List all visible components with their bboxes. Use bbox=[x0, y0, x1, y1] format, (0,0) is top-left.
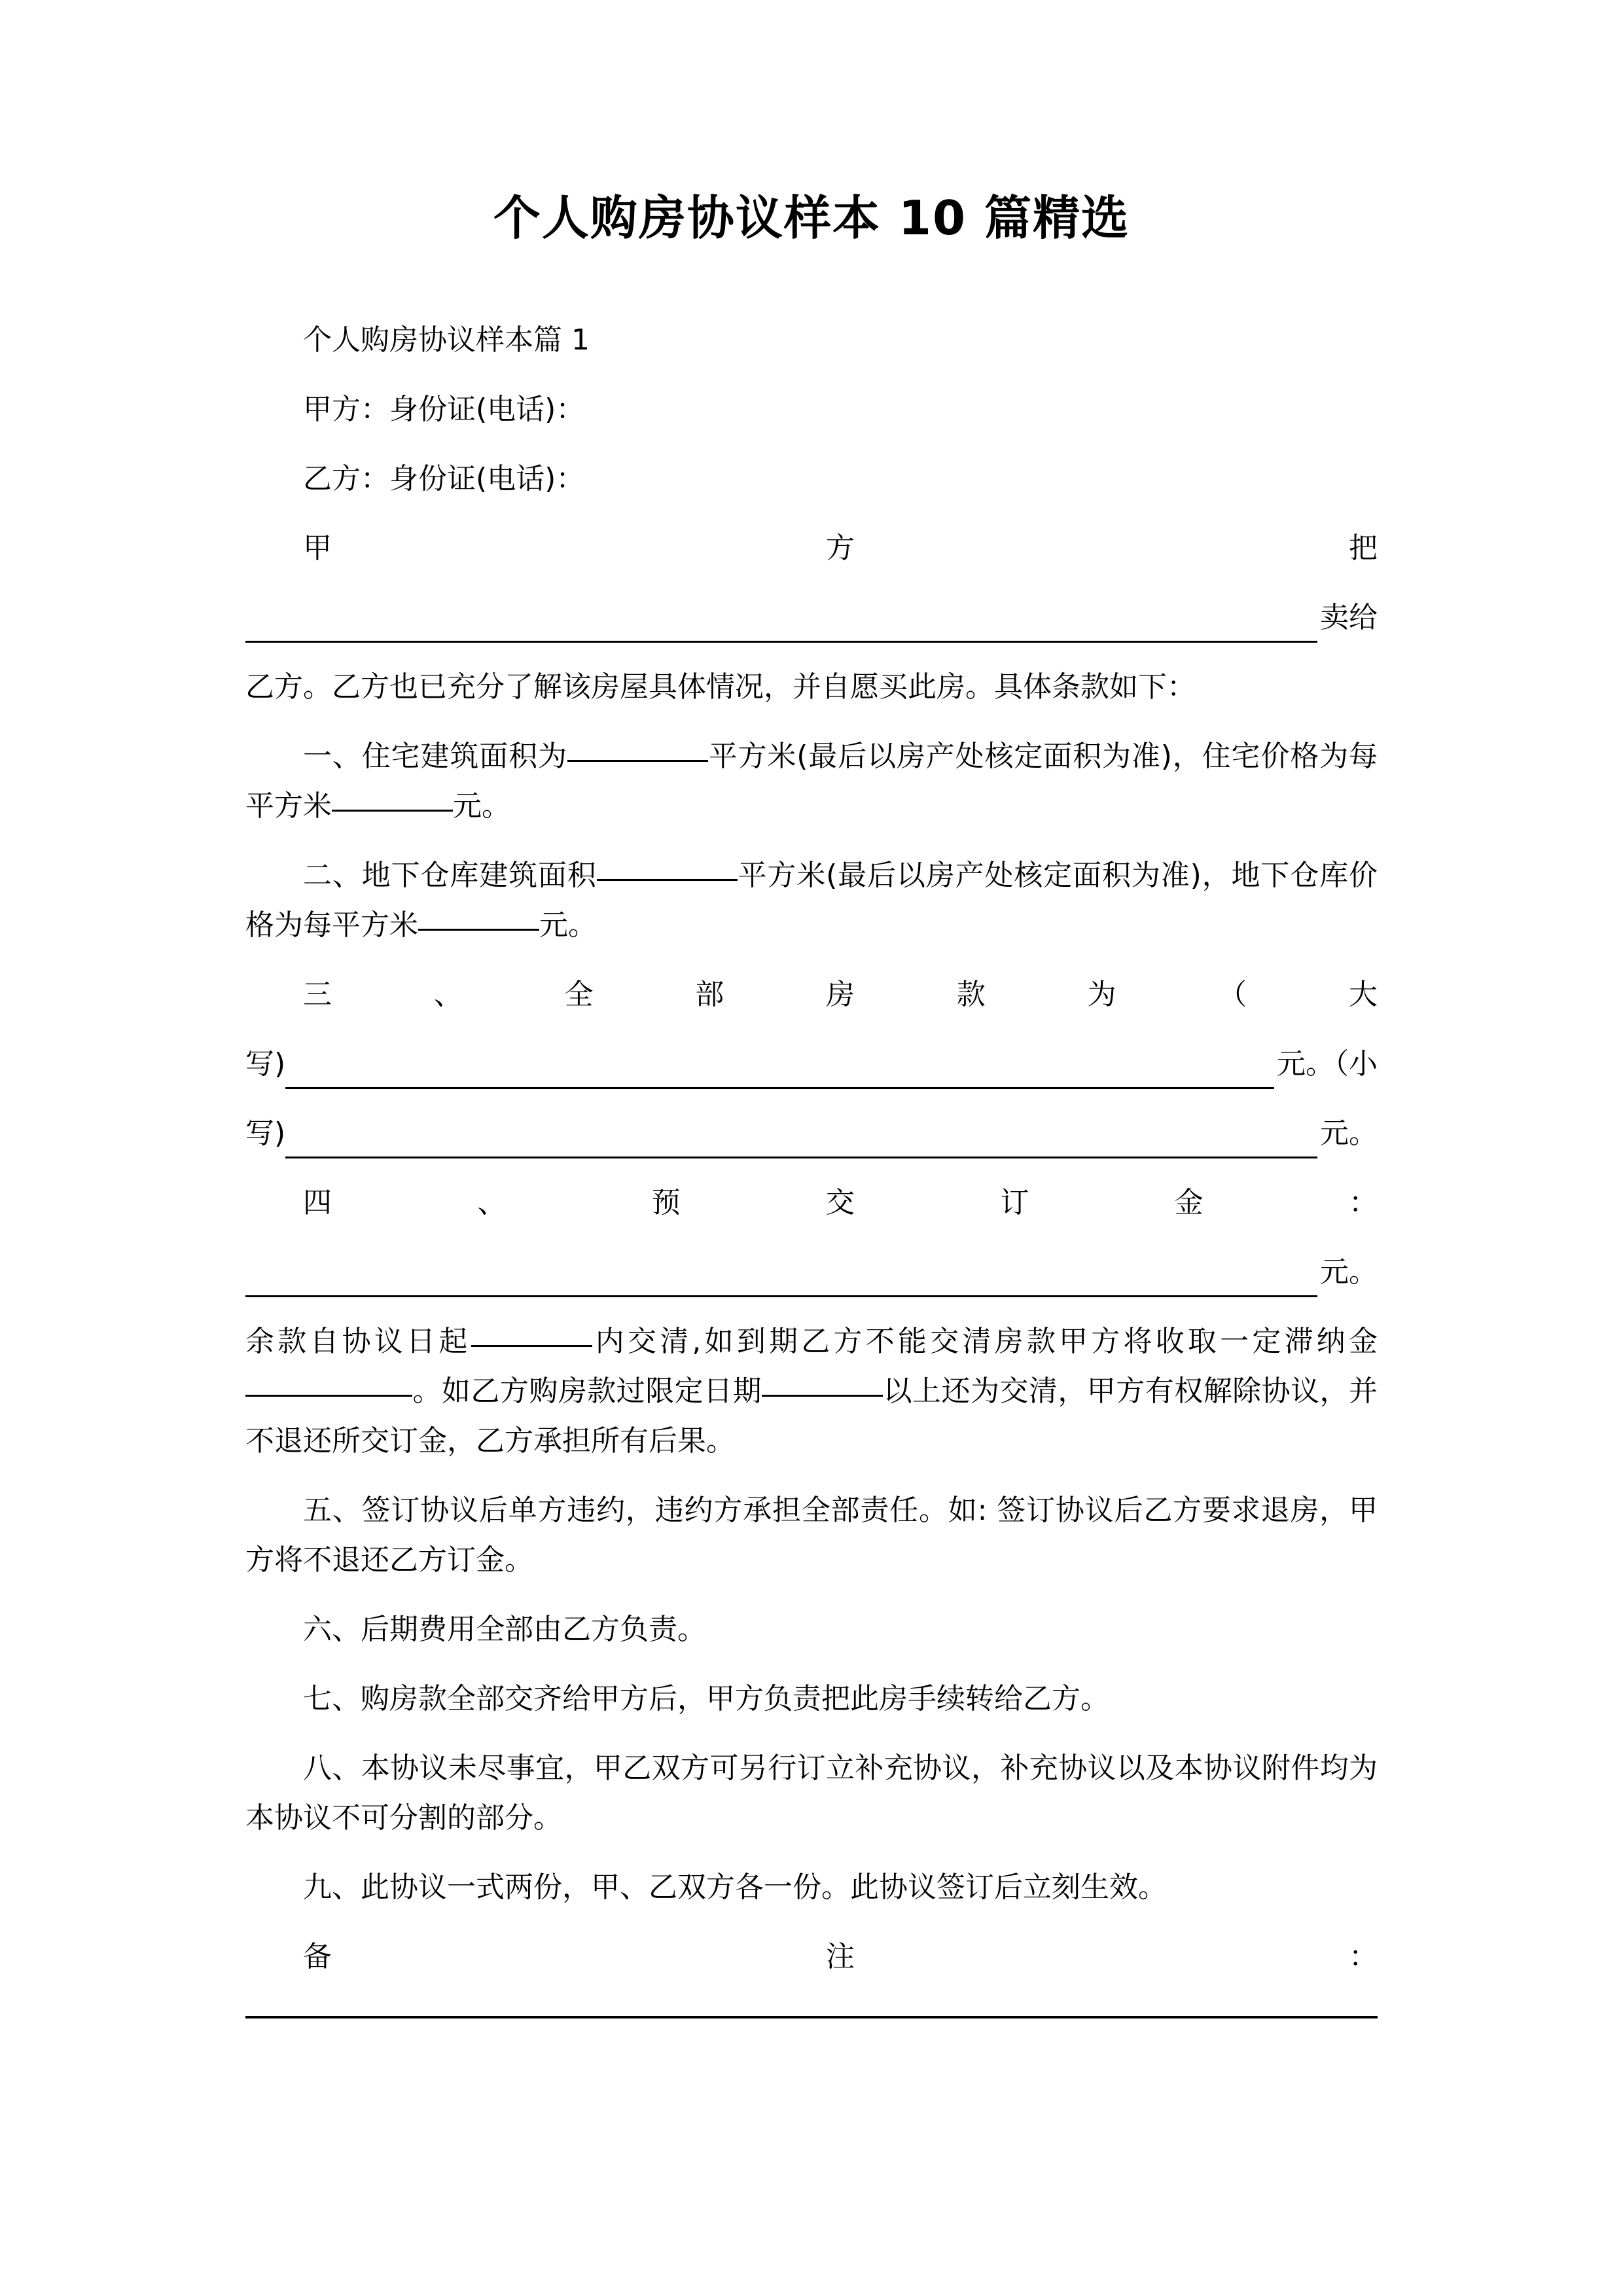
clause-4-deadline-blank[interactable] bbox=[762, 1375, 883, 1397]
clause-3-amount-upper-row bbox=[245, 1039, 1378, 1089]
remark-blank-rule[interactable] bbox=[245, 2016, 1378, 2018]
clause-2-line1-before: 二、地下仓库建筑面积 bbox=[303, 859, 597, 892]
clause-6: 六、后期费用全部由乙方负责。 bbox=[303, 1613, 706, 1646]
clause-2-line2-after: 元。 bbox=[539, 908, 597, 942]
clause-4-body-line1-a: 余款自协议日起 bbox=[245, 1325, 471, 1358]
clause-4-deposit-blank[interactable] bbox=[245, 1259, 1317, 1297]
clause-3-lower-tail: 元。 bbox=[1320, 1117, 1378, 1150]
clause-4-body-line2-b: 。如乙方购房款过限定日期 bbox=[412, 1374, 762, 1408]
clause-1 bbox=[245, 732, 1378, 831]
clause-4-body-line2-a: 金 bbox=[1349, 1325, 1378, 1358]
clause-3-spread-line: 三 、 全 部 房 款 为 （ 大 bbox=[303, 978, 1378, 1011]
document-body bbox=[245, 315, 1378, 2018]
clause-4-deposit-tail: 元。 bbox=[1320, 1255, 1378, 1289]
clause-4-body-line2-c: 以上还为交清，甲方有权 bbox=[883, 1374, 1204, 1408]
preamble-blank-rule[interactable] bbox=[245, 604, 1317, 643]
preamble-spread-line: 甲 方 把 bbox=[303, 531, 1378, 565]
remark-spread-line: 备 注 ： bbox=[303, 1940, 1378, 1973]
clause-9: 九、此协议一式两份，甲、乙双方各一份。此协议签订后立刻生效。 bbox=[303, 1871, 1167, 1904]
clause-2-line2-before: 下仓库价格为每平方米 bbox=[245, 859, 1378, 942]
preamble-blank-row bbox=[245, 593, 1378, 643]
clause-4-body-line1-b: 内交清,如到期乙方不能交清房款甲方将收取一定滞纳 bbox=[592, 1325, 1349, 1358]
clause-4-body bbox=[245, 1317, 1378, 1466]
clause-8: 八、本协议未尽事宜，甲乙双方可另行订立补充协议，补充协议以及本协议附件均为本协议不可分割的部分。 bbox=[245, 1751, 1378, 1835]
clause-4-term-blank[interactable] bbox=[471, 1325, 592, 1347]
party-b-line: 乙方：身份证(电话)： bbox=[303, 462, 585, 495]
clause-3-lower-blank[interactable] bbox=[285, 1120, 1317, 1158]
clause-3-upper-label: 写) bbox=[245, 1047, 286, 1081]
clause-1-line2-after: 元。 bbox=[453, 789, 510, 823]
clause-4-body-line3: 解除协议，并不退还所交订金，乙方承担所有后果。 bbox=[245, 1374, 1378, 1458]
clause-2-line1-after: 平方米(最后以房产处核定面积为准)，地 bbox=[737, 859, 1261, 892]
clause-3-upper-tail: 元。（小 bbox=[1277, 1047, 1378, 1081]
clause-2-area-blank[interactable] bbox=[597, 859, 738, 881]
document-content bbox=[245, 0, 1378, 2018]
clause-3-upper-blank[interactable] bbox=[285, 1050, 1274, 1089]
clause-4-deposit-row bbox=[245, 1247, 1378, 1297]
preamble-tail-text: 卖给 bbox=[1320, 601, 1378, 634]
clause-3-lower-label: 写) bbox=[245, 1117, 286, 1150]
page-title: 个人购房协议样本 10 篇精选 bbox=[493, 190, 1130, 245]
clause-1-area-blank[interactable] bbox=[567, 740, 708, 762]
preamble-continued: 乙方。乙方也已充分了解该房屋具体情况，并自愿买此房。具体条款如下： bbox=[245, 670, 1196, 704]
clause-3-amount-lower-row bbox=[245, 1109, 1378, 1158]
clause-1-line2-before: 价格为每平方米 bbox=[245, 740, 1378, 823]
clause-4-spread-line: 四 、 预 交 订 金 ： bbox=[303, 1186, 1378, 1219]
section-heading: 个人购房协议样本篇 1 bbox=[303, 323, 590, 357]
clause-1-line1-after: 平方米(最后以房产处核定面积为准)，住宅 bbox=[707, 740, 1261, 773]
clause-7: 七、购房款全部交齐给甲方后，甲方负责把此房手续转给乙方。 bbox=[303, 1682, 1109, 1715]
clause-1-line1-before: 一、住宅建筑面积为 bbox=[303, 740, 567, 773]
clause-2 bbox=[245, 851, 1378, 950]
clause-5: 五、签订协议后单方违约，违约方承担全部责任。如: 签订协议后乙方要求退房，甲方将不退还乙方订金。 bbox=[245, 1494, 1378, 1577]
clause-1-price-blank[interactable] bbox=[332, 790, 453, 812]
clause-2-price-blank[interactable] bbox=[418, 909, 539, 931]
clause-4-penalty-blank[interactable] bbox=[245, 1375, 412, 1397]
party-a-line: 甲方：身份证(电话)： bbox=[303, 393, 585, 426]
